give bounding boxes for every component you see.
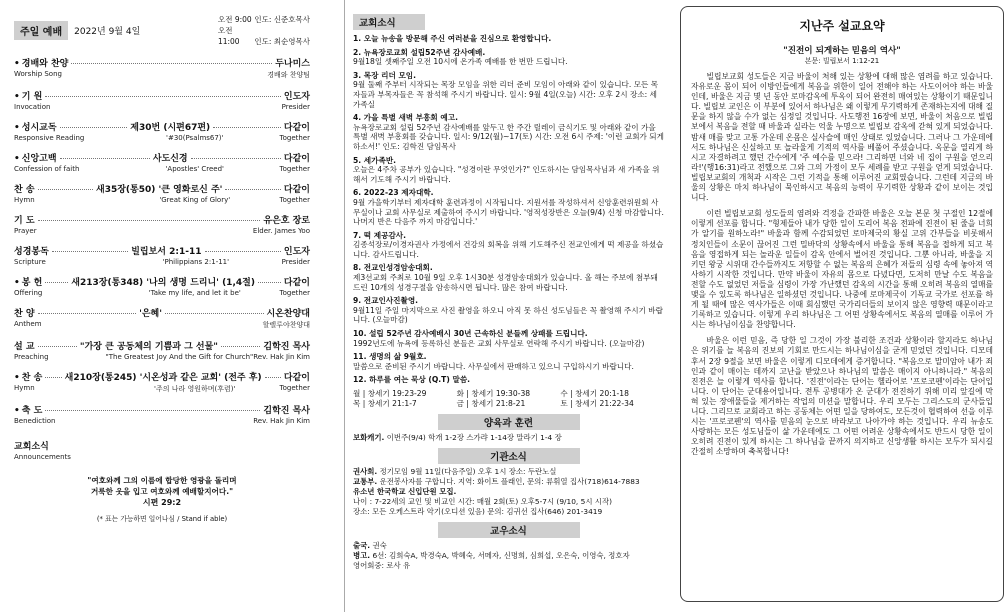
- worship-item-leader-en: Presider: [281, 258, 310, 266]
- worship-header: [14, 14, 310, 47]
- news-title: 교회소식: [353, 14, 425, 30]
- worship-item: [14, 56, 310, 80]
- news-item: [353, 188, 664, 226]
- nurture-line: 보화캐기. 이번주(9/4) 학개 1-2장 스가랴 1-14장 말라기 1-4 장: [353, 433, 562, 442]
- worship-item-detail-en: [110, 103, 282, 111]
- worship-item-leader-en: Elder. James Yoo: [252, 227, 310, 235]
- sermon-title: 지난주 설교요약: [799, 19, 885, 33]
- worship-item-leader: 다같이: [283, 278, 311, 288]
- news-item: [353, 113, 664, 151]
- news-item-heading: 12. 하루를 여는 묵상 (Q.T) 말씀.: [353, 375, 471, 385]
- sermon-paragraph: 바울은 이런 믿음, 즉 당한 일 그것이 가장 불리한 조건과 상황이라 할지라도 하나님은 위기를 늘 복음의 진보의 기회로 만드시는 하나님이심을 굳게 믿었던 것입니다. 디모데후서 2장 9절을 보면 바울은 이렇게 디모데에게 증거합니다. "복음으로 말미암아 내가 죄인과 같이 매이는 데까지 고난을 받았으나 하나님의 말씀은 매이지 아니하니라." 복음의 진전은 늘 이렇게 역사를 합니다. '진전'이라는 단어는 헬라어로 '프로코펜'이라는 단어입니다. 이 단어는 군대용어입니다. 전투 공병대가 온 군대가 전진하기 위해 미리 앞길에 막혀 있는 장애물들을 제거하는 작업의 미션을 말합니다. 우리 모두는 그리스도의 군사들입니다. 그리므로 교회라고 하는 공동체는 어떤 일을 당하여도, 모든것이 협력하여 선을 이루시는 '프로코펜'의 역사를 믿음의 눈으로 바라보고 나아가야 하는 것입니다. 우리 뉴송도 사랑하는 모든 성도님들이 삶 가운데에도 그 어떤 어려운 상황속에서도 반드시 당한 일이 오히려 진전이 있게 하시는 그 하나님을 끝까지 의지하고 신앙생활 하시는 모두가 되시길 간절히 소망하며 축복합니다!: [691, 336, 993, 457]
- news-item-body: 9월18일 셋째주일 오전 10시에 온가족 예배를 한 번만 드립니다.: [353, 57, 568, 67]
- worship-item: [14, 151, 310, 173]
- worship-item-leader-en: Together: [279, 289, 310, 297]
- sermon-paragraph: 이런 빌립보교회 성도들의 염려와 걱정을 간파한 바울은 오늘 본문 첫 구절인 12절에 이렇게 선포를 합니다. "형제들아 내가 당한 일이 도리어 복음 전파에 진전이 된 줄을 너희가 알기를 원하노라!" 바울과 함께 수감되었던 로마제국의 황실 고위 간부들을 비롯해서 정치인들이 소문이 끊어진 그런 밀바닥의 상황속에서 바울을 통해 복음을 접하게 되고 복음을 영접하게 되는 놀라운 일들이 감옥 안에서 벌어진 것입니다. 그뿐 아니라, 바울을 지키던 왕궁 시위대 간수들까지도 저항할 수 없는 복음의 은혜가 저들의 심령 속에 놓아져 역사하기 시작한 것입니다. 만약 바울이 자유의 몸으로 다녔다면, 도저히 만날 수도 복음을 전할 수도 없었던 저들을 심령이 가장 가난했던 감옥의 시간을 통해 오히려 복음의 열매를 맺을 수 있도록 하나님은 일하셨던 것입니다. 나중에 로마제국이 기독교 국가로 선포를 하게 될 때에 많은 역사가들은 이때 회심했던 국가리더들의 보이지 않은 영향력 때문이라고 기록하고 있습니다. 이렇게 우리 하나님은 그 어떤 상황속에서도 복음의 열매를 이루어 가시는 하나님이심을 찬양합니다.: [691, 209, 993, 330]
- worship-item-detail-en: 'Great King of Glory': [159, 196, 231, 204]
- nurture-title: 양육과 훈련: [438, 414, 580, 430]
- prayer-line: 권사회. 정기모임 9월 11일(다음주일) 오후 1시 장소: 두란노실: [353, 467, 557, 476]
- news-item-body: 1992년도에 뉴욕에 등록하신 분들은 교회 사무실로 연락해 주시기 바랍니다. (오늘마감): [353, 338, 645, 348]
- news-item-body: 9월 둘째 주부터 시작되는 목장 모임을 위한 리더 준비 모임이 아래와 같이 있습니다. 모든 목자들과 부목자들은 꼭 참석해 주시기 바랍니다. 일시: 9월 4일(오늘) 시간: 오후 2시 장소: 세가족실: [353, 80, 659, 109]
- worship-item-leader: 다같이: [283, 154, 311, 164]
- worship-item-leader: 김학진 목사: [263, 406, 310, 416]
- worship-item-name-en: Confession of faith: [14, 165, 80, 173]
- news-panel: [344, 0, 670, 612]
- news-item-heading: 5. 세가족반.: [353, 155, 397, 165]
- news-item: [353, 329, 664, 348]
- members-title: 교우소식: [438, 522, 580, 538]
- worship-item-name: 설 교: [14, 342, 35, 352]
- sermon-box: [680, 6, 1004, 602]
- worship-order-panel: [0, 0, 322, 612]
- worship-item-detail: 빌립보서 2:1-11: [131, 247, 202, 257]
- worship-item-name-en: Worship Song: [14, 70, 62, 78]
- worship-item-detail-en: "The Greatest Joy And the Gift for Church": [105, 353, 254, 361]
- worship-item-name: • 봉 헌: [14, 275, 42, 288]
- worship-item-leader-en: Together: [279, 384, 310, 392]
- sermon-paragraph: 빌립보교회 성도들은 지금 바울이 처해 있는 상황에 대해 많은 염려를 하고 있습니다. 자유로운 몸이 되어 이방인들에게 복음을 위한이 일어 전해야 하는 사도이어야 하는 바울인데, 바울은 지금 몇 년 동안 로마감옥에 투옥이 되어 완전히 매여있는 상황이기 때문입니다. 빌립보 교인은 이 부분에 있어서 하나님은 왜 이렇게 무기력하게 존재하는지에 대해 질문을 하지 않을 수가 없는 심정일 것입니다. 사도행전 16장에 보면, 바울이 처음으로 빌립보에서 복음을 전할 때 바울과 실라는 억울 누명으로 빌립보 감옥에 갇혀 있게 되었습니다. 밤새 매를 맞고 고통 가운데 온몸은 실사슬에 매인 상태로 있었습니다. 그러나 그 가운데에서도 하나님은 신실하고 또 놀라울게 기적의 역사를 베풀어 주셨습니다. 옥문을 열리게 하시고 자결하려고 했던 간수에게 '주 예수를 믿으라! 그리하면 너와 네 집이 구원을 얻으리라!'(행16:31)라고 전했으로 그와 그의 가정이 모두 세례를 받고 구원을 얻게 되었습니다. 빌립보교회의 개척과 시작은 그런 기적을 통해 이루어진 교회였습니다. 그런데 지금의 바울의 상황은 마치 하나님이 묵인하시고 복음의 능력이 무기력한 상황과 같이 보이는 것입니다.: [691, 72, 993, 203]
- announcements-item: 교회소식 Announcements: [14, 442, 71, 461]
- worship-item-leader: 시온찬양대: [266, 309, 311, 319]
- news-item: [353, 34, 664, 44]
- worship-items: [14, 56, 310, 425]
- news-item-heading: 2. 뉴욕장로교회 설립52주년 감사예배.: [353, 47, 486, 57]
- news-item-body: 제3선교회 주최로 10월 9일 오후 1시30분 성경암송대회가 있습니다. 올 해는 주보에 첨부돼 드린 10개의 성경구절을 암송하시면 됩니다. 많은 참여 바랍니다.: [353, 273, 658, 292]
- org-news-lines: [353, 467, 664, 517]
- worship-item-leader: 김학진 목사: [263, 342, 310, 352]
- worship-item-leader: 인도자: [283, 247, 311, 257]
- worship-item-leader-en: Rev. Hak Jin Kim: [253, 417, 310, 425]
- worship-item-name-en: Scripture: [14, 258, 46, 266]
- worship-item: [14, 182, 310, 204]
- worship-item-leader-en: Rev. Hak Jin Kim: [253, 353, 310, 361]
- news-item-heading: 7. 떡 제공감사.: [353, 230, 407, 240]
- worship-date: 2022년 9월 4일: [74, 27, 141, 37]
- worship-item-leader: 인도자: [283, 92, 310, 102]
- worship-item-leader-en: 경배와 찬양팀: [267, 71, 310, 79]
- worship-item-leader: 다같이: [283, 373, 310, 383]
- worship-item-detail-en: [110, 227, 253, 235]
- worship-item: [14, 213, 310, 235]
- news-item: [353, 296, 664, 325]
- worship-item-name-en: Invocation: [14, 103, 51, 111]
- worship-item-detail-en: [110, 70, 267, 80]
- worship-item-name-en: Responsive Reading: [14, 134, 85, 142]
- worship-item-leader: 유은호 장로: [263, 216, 310, 226]
- news-item-heading: 8. 전교인성경암송대회.: [353, 263, 433, 273]
- worship-item-detail-en: 'Take my life, and let it be': [148, 289, 241, 297]
- news-item-heading: 10. 설립 52주년 감사예배시 30년 근속하신 분들께 상패를 드립니다.: [353, 329, 588, 339]
- worship-item-leader-en: Presider: [281, 103, 310, 111]
- worship-item-name-en: Benediction: [14, 417, 56, 425]
- worship-item-name: • 찬 송: [14, 370, 42, 383]
- worship-item-name-en: Hymn: [14, 384, 35, 392]
- news-item-heading: 1. 오늘 뉴송을 방문해 주신 여러분을 진심으로 환영합니다.: [353, 34, 552, 43]
- worship-item-name-en: Anthem: [14, 320, 42, 328]
- worship-item-detail: 제30번 (시편67편): [130, 123, 211, 133]
- news-item-heading: 6. 2022-23 제자대학.: [353, 188, 434, 198]
- worship-item-leader: 두나미스: [275, 59, 310, 69]
- worship-item-detail-en: [110, 320, 263, 330]
- news-item: [353, 263, 664, 292]
- worship-item-name: 성경봉독: [14, 247, 49, 257]
- worship-item: [14, 339, 310, 361]
- worship-item-leader-en: 할렐루야찬양대: [262, 321, 310, 329]
- worship-item-leader-en: Together: [279, 134, 310, 142]
- org-news-title: 기관소식: [438, 448, 580, 464]
- worship-item-detail-en: 'Apostles' Creed': [165, 165, 224, 173]
- worship-item: [14, 370, 310, 394]
- worship-item: [14, 89, 310, 111]
- worship-item-name: • 경배와 찬양: [14, 56, 68, 69]
- prayer-line: 유소년 한국학교 신입단원 모집.: [353, 487, 457, 496]
- members-line: 병고. 6선: 김희숙A, 박경숙A, 박혜숙, 서메자, 신명희, 심희섭, 오은숙, 이영숙, 정호자: [353, 551, 630, 560]
- worship-item-name-en: Offering: [14, 289, 43, 297]
- worship-time-row: 오전 11:00 인도: 최순영목사: [217, 26, 310, 46]
- worship-item-detail: 사도신경: [152, 154, 188, 164]
- worship-item-detail: 새210장(통245) '시온성과 같은 교회' (전주 후): [64, 373, 262, 383]
- worship-item-detail: 새35장(통50) '큰 영화로신 주': [96, 185, 223, 195]
- sermon-panel: [676, 0, 1008, 612]
- news-item-heading: 11. 생명의 삶 9월호.: [353, 352, 427, 362]
- members-line: 영어회중: 로사 유: [353, 561, 411, 570]
- news-item: [353, 375, 664, 385]
- worship-item-name: • 신앙고백: [14, 151, 57, 164]
- worship-item-name-en: Preaching: [14, 353, 49, 361]
- members-line: 출국. 권숙: [353, 541, 387, 550]
- worship-item-name-en: Hymn: [14, 196, 35, 204]
- worship-item-name: 기 도: [14, 216, 35, 226]
- scripture-quote: "여호와께 그의 이름에 합당한 영광을 돌리며 거룩한 옷을 입고 여호와께 예배할지어다." 시편 29:2 (* 표는 가능하면 일어나심 / Stand if able): [14, 475, 310, 525]
- member-news-lines: [353, 541, 664, 571]
- news-item: [353, 231, 664, 260]
- worship-item-name-en: Prayer: [14, 227, 37, 235]
- news-item-heading: 4. 가을 특별 새벽 부흥회 예고.: [353, 113, 458, 123]
- worship-item-name: 찬 양: [14, 309, 35, 319]
- worship-item-detail: "가장 큰 공동체의 기쁨과 그 선물": [79, 342, 218, 352]
- worship-item-name: • 기 원: [14, 89, 42, 102]
- prayer-line: 장소: 모든 오케스트라 악기(오디션 있음) 문의: 김귀선 집사(646) 201-3419: [353, 507, 603, 516]
- worship-item-detail-en: [110, 417, 253, 425]
- worship-item: [14, 275, 310, 297]
- worship-time-row: 오전 9:00 인도: 신준호목사: [217, 15, 310, 24]
- prayer-line: 교통부. 운전봉사자를 구합니다. 지역: 화이트 플래인, 문의: 류휘열 집사(718)614-7883: [353, 477, 640, 486]
- news-item: [353, 352, 664, 371]
- news-item-body: 김종석장로/이경자권사 가정에서 건강의 회복을 위해 기도해주신 전교인에게 떡 제공을 하셨습니다. 감사드립니다.: [353, 240, 664, 259]
- news-item-body: 말씀으로 준비된 주시기 바랍니다. 사무실에서 판매하고 있으니 구입하시기 바랍니다.: [353, 361, 634, 371]
- news-item-heading: 9. 전교인사진촬영.: [353, 296, 419, 306]
- news-items: [353, 34, 664, 385]
- worship-item-leader-en: Together: [279, 196, 310, 204]
- reading-row: 목 | 창세기 21:1-7 금 | 창세기 21:8-21 토 | 창세기 21:22-34: [353, 399, 634, 408]
- news-item-body: 오늘은 4주차 공부가 있습니다. "성경이란 무엇인가?" 인도하시는 담임목사님과 새 가족을 위해서 기도해 주시기 바랍니다.: [353, 165, 660, 184]
- news-item: [353, 156, 664, 185]
- worship-item: [14, 120, 310, 142]
- worship-item-detail-en: '#30(Psalms67)': [166, 134, 224, 142]
- worship-item-detail: '은혜': [139, 309, 162, 319]
- worship-item-detail-en: '주의 나라 영원하며(후렴)': [154, 385, 236, 393]
- worship-item-leader-en: Together: [279, 165, 310, 173]
- reading-row: 월 | 창세기 19:23-29 화 | 창세기 19:30-38 수 | 창세기 20:1-18: [353, 389, 629, 398]
- worship-item-leader: 다같이: [283, 123, 310, 133]
- worship-item-detail-en: 'Philippians 2:1-11': [162, 258, 230, 266]
- worship-title: 주일 예배: [14, 21, 68, 40]
- news-item-body: 뉴욕장로교회 설립 52주년 감사예배를 앞두고 한 주간 릴레이 금식기도 및 아래와 같이 가을 특별 새벽 부흥회를 갖습니다. 일시: 9/12(월)~17(토) 시간: 오전 6시 주제: '이런 교회가 되게 하소서!' 인도: 김학진 담임목사: [353, 122, 664, 151]
- worship-item-name: • 성시교독: [14, 120, 57, 133]
- sermon-verse: "진전이 되게하는 믿음의 역사" 본문: 빌립보서 1:12-21: [783, 46, 901, 65]
- worship-item-detail: 새213장(통348) '나의 생명 드리니' (1,4절): [71, 278, 255, 288]
- news-item-heading: 3. 목장 리더 모임.: [353, 70, 416, 80]
- worship-item-name: • 축 도: [14, 403, 42, 416]
- news-item-body: 9월11일 주일 마지막으로 사진 촬영을 하오니 아직 못 하신 성도님들은 꼭 촬영해 주시기 바랍니다. (오늘마감): [353, 305, 663, 325]
- news-item-body: 9월 가을학기부터 제자대학 훈련과정이 시작됩니다. 지원서를 작성하셔서 신앙훈련위원회 사무실이나 교회 사무실로 제출하여 주시기 바랍니다. '영적성장반은 오늘(9/4) 신청 마감합니다. 나머지 반은 다음주 까지 마감입니다.': [353, 197, 664, 227]
- worship-item: [14, 244, 310, 266]
- worship-item-name: 찬 송: [14, 185, 35, 195]
- news-item: [353, 48, 664, 67]
- worship-item-leader: 다같이: [283, 185, 310, 195]
- reading-table: [353, 389, 664, 409]
- stand-note: (* 표는 가능하면 일어나심 / Stand if able): [96, 515, 228, 523]
- news-item: [353, 71, 664, 109]
- worship-item: [14, 306, 310, 330]
- worship-times: [218, 14, 310, 47]
- worship-item: [14, 403, 310, 425]
- prayer-line: 나이 : 7-22세의 교인 및 비교인 시간: 매월 2회(토) 오후5-7시 (9/10, 5시 시작): [353, 497, 612, 506]
